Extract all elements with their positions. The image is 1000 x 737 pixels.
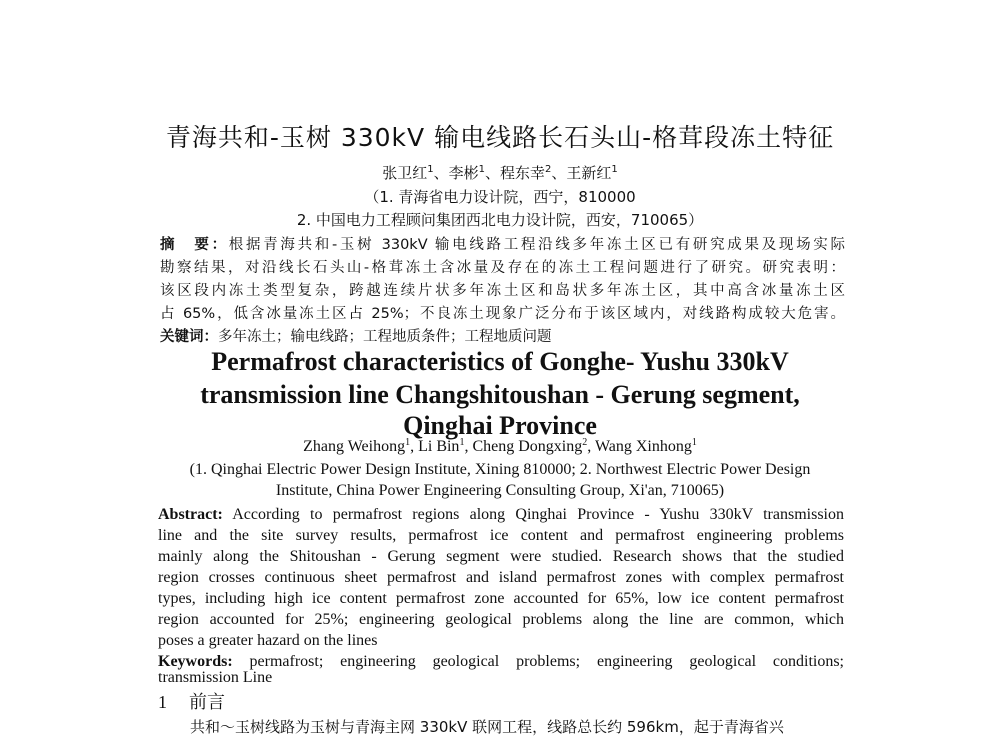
author-separator: , (464, 438, 473, 455)
abstract-en-text: According to permafrost regions along Qinghai Province - Yushu 330kV transmission (232, 506, 844, 523)
authors-cn (0, 162, 1000, 183)
abstract-en-line: region crosses continuous sheet permafrost and island permafrost zones with complex permafrost (158, 569, 844, 586)
keywords-cn (160, 326, 845, 348)
abstract-en-line (158, 505, 844, 526)
body-text-line: 共和～玉树线路为玉树与青海主网 330kV 联网工程，线路总长约 596km，起于青海省兴 (190, 718, 784, 736)
author-sup: 1 (459, 437, 465, 448)
paper-title-cn: 青海共和-玉树 330kV 输电线路长石头山-格茸段冻土特征 (165, 123, 835, 152)
author-separator: 、 (551, 164, 567, 182)
paper-title-en-line: Permafrost characteristics of Gonghe- Yushu 330kV (211, 347, 789, 376)
abstract-cn-line: 占 65%，低含冰量冻土区占 25%；不良冻土现象广泛分布于该区域内，对线路构成较大危害。 (160, 306, 845, 322)
author-sup: 2 (582, 437, 588, 448)
affiliation-en-line: Institute, China Power Engineering Consulting Group, Xi'an, 710065) (275, 482, 725, 499)
section-number: 1 (158, 692, 167, 712)
abstract-en-label: Abstract: (158, 506, 223, 523)
author-en: Cheng Dongxing (472, 438, 583, 455)
abstract-en-line: poses a greater hazard on the lines (158, 632, 378, 649)
author-en: Zhang Weihong (303, 438, 406, 455)
author-separator: , (410, 438, 419, 455)
abstract-cn-line: 该区段内冻土类型复杂，跨越连续片状多年冻土区和岛状多年冻土区，其中高含冰量冻土区 (160, 283, 845, 299)
author-cn: 李彬 (448, 164, 479, 182)
author-en: Wang Xinhong (594, 438, 692, 455)
author-sup: 1 (691, 437, 697, 448)
author-separator: 、 (433, 164, 449, 182)
author-cn: 程东幸 (500, 164, 546, 182)
abstract-en-line: region accounted for 25%; engineering geological problems along the line are common, which (158, 611, 844, 628)
abstract-cn-text: 根据青海共和-玉树 330kV 输电线路工程沿线多年冻土区已有研究成果及现场实际 (228, 237, 845, 253)
paper-title-en-line: Qinghai Province (403, 411, 597, 440)
authors-en (0, 438, 1000, 456)
abstract-en-line: line and the site survey results, permafrost ice content and permafrost engineering problems (158, 527, 844, 544)
affiliation-cn-line: 2. 中国电力工程顾问集团西北电力设计院，西安，710065） (296, 211, 704, 229)
abstract-en-line: mainly along the Shitoushan - Gerung segment were studied. Research shows that the studied (158, 548, 844, 565)
section-heading (158, 688, 225, 714)
author-sup: 1 (478, 164, 485, 175)
author-cn: 张卫红 (382, 164, 428, 182)
keywords-en-text: permafrost; engineering geological problems; engineering geological conditions; (249, 653, 845, 670)
author-sup: 1 (427, 164, 434, 175)
abstract-cn-label: 摘 要： (160, 237, 229, 253)
keywords-en-label: Keywords: (158, 653, 233, 670)
keywords-cn-label: 关键词： (160, 329, 218, 345)
affiliation-cn-line: （1. 青海省电力设计院，西宁，810000 (364, 188, 636, 206)
author-sup: 1 (611, 164, 618, 175)
paper-title-en-line: transmission line Changshitoushan - Gerung segment, (200, 380, 800, 409)
abstract-cn-line (160, 234, 845, 256)
abstract-en-line: types, including high ice content permafrost zone accounted for 65%, low ice content permafrost (158, 590, 844, 607)
affiliation-en-line: (1. Qinghai Electric Power Design Institute, Xining 810000; 2. Northwest Electric Power Design (189, 461, 811, 478)
author-sup: 2 (545, 164, 552, 175)
author-sup: 1 (405, 437, 411, 448)
author-cn: 王新红 (566, 164, 612, 182)
keywords-cn-text: 多年冻土；输电线路；工程地质条件；工程地质问题 (218, 329, 552, 345)
keywords-en-line: transmission Line (158, 669, 273, 686)
abstract-cn-line: 勘察结果，对沿线长石头山-格茸冻土含冰量及存在的冻土工程问题进行了研究。研究表明： (160, 260, 845, 276)
author-separator: 、 (484, 164, 500, 182)
author-en: Li Bin (418, 438, 460, 455)
section-title: 前言 (189, 692, 225, 713)
author-separator: , (587, 438, 595, 455)
